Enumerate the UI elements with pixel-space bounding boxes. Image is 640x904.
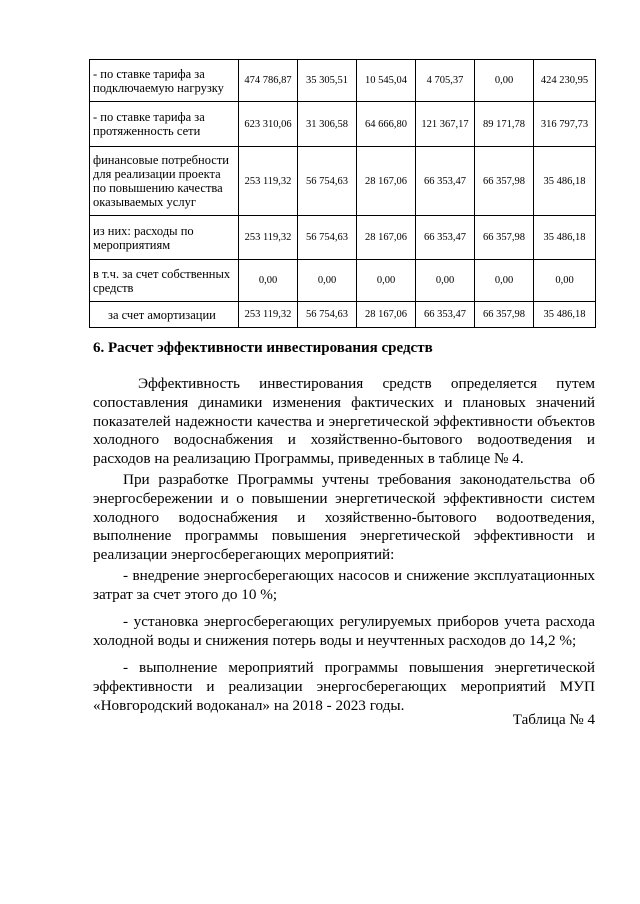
table-cell: 66 357,98 — [475, 216, 534, 260]
table-cell: 56 754,63 — [298, 147, 357, 216]
table-cell: 56 754,63 — [298, 216, 357, 260]
table-cell: 474 786,87 — [239, 60, 298, 102]
table-cell: 316 797,73 — [534, 102, 596, 147]
row-label: финансовые потребности для реализации проекта по повышению качества оказываемых услуг — [90, 147, 239, 216]
table-cell: 35 486,18 — [534, 302, 596, 328]
table-cell: 0,00 — [475, 260, 534, 302]
row-label: в т.ч. за счет собственных средств — [90, 260, 239, 302]
table-cell: 66 353,47 — [416, 302, 475, 328]
paragraph: При разработке Программы учтены требования законодательства об энергосбережении и о повышении энергетической эффективности систем холодного водоснабжения и хозяйственно-бытового водоотведения, выполнение программы повышения энергетической эффективности и реализации энергосберегающих мероприятий: — [93, 471, 595, 564]
table-row — [90, 147, 596, 216]
table-cell: 66 357,98 — [475, 302, 534, 328]
table-row — [90, 60, 596, 102]
table-cell: 121 367,17 — [416, 102, 475, 147]
section-heading: 6. Расчет эффективности инвестирования средств — [93, 340, 433, 356]
table-cell: 253 119,32 — [239, 216, 298, 260]
table-row — [90, 102, 596, 147]
table-cell: 0,00 — [416, 260, 475, 302]
table-caption: Таблица № 4 — [512, 712, 595, 728]
table-cell: 66 353,47 — [416, 216, 475, 260]
table-cell: 28 167,06 — [357, 147, 416, 216]
row-label: за счет амортизации — [90, 302, 239, 328]
table-row — [90, 260, 596, 302]
table-cell: 31 306,58 — [298, 102, 357, 147]
table-cell: 10 545,04 — [357, 60, 416, 102]
table-cell: 28 167,06 — [357, 302, 416, 328]
row-label: - по ставке тарифа за подключаемую нагрузку — [90, 60, 239, 102]
table-cell: 35 486,18 — [534, 216, 596, 260]
finance-table — [89, 59, 596, 328]
table-cell: 66 357,98 — [475, 147, 534, 216]
table-cell: 28 167,06 — [357, 216, 416, 260]
table-row — [90, 216, 596, 260]
row-label: из них: расходы по мероприятиям — [90, 216, 239, 260]
table-cell: 56 754,63 — [298, 302, 357, 328]
table-cell: 0,00 — [534, 260, 596, 302]
table-cell: 0,00 — [298, 260, 357, 302]
table-cell: 623 310,06 — [239, 102, 298, 147]
row-label: - по ставке тарифа за протяженность сети — [90, 102, 239, 147]
list-item: - установка энергосберегающих регулируемых приборов учета расхода холодной воды и снижения потерь воды и неучтенных расходов до 14,2 %; — [93, 613, 595, 649]
table-cell: 253 119,32 — [239, 147, 298, 216]
list-item: - выполнение мероприятий программы повышения энергетической эффективности и реализации энергосберегающих мероприятий МУП «Новгородский водоканал» на 2018 - 2023 годы. — [93, 659, 595, 714]
table-cell: 0,00 — [357, 260, 416, 302]
table-cell: 64 666,80 — [357, 102, 416, 147]
table-cell: 35 305,51 — [298, 60, 357, 102]
table-cell: 0,00 — [475, 60, 534, 102]
table-cell: 0,00 — [239, 260, 298, 302]
table-cell: 253 119,32 — [239, 302, 298, 328]
table-cell: 66 353,47 — [416, 147, 475, 216]
table-cell: 424 230,95 — [534, 60, 596, 102]
table-row — [90, 302, 596, 328]
table-cell: 89 171,78 — [475, 102, 534, 147]
paragraph: Эффективность инвестирования средств определяется путем сопоставления динамики изменения фактических и плановых значений показателей надежности качества и энергетической эффективности объектов холодного водоснабжения и хозяйственно-бытового водоотведения и расходов на реализацию Программы, приведенных в таблице № 4. — [93, 375, 595, 468]
list-item: - внедрение энергосберегающих насосов и снижение эксплуатационных затрат за счет этого до 10 %; — [93, 567, 595, 603]
table-cell: 35 486,18 — [534, 147, 596, 216]
table-cell: 4 705,37 — [416, 60, 475, 102]
